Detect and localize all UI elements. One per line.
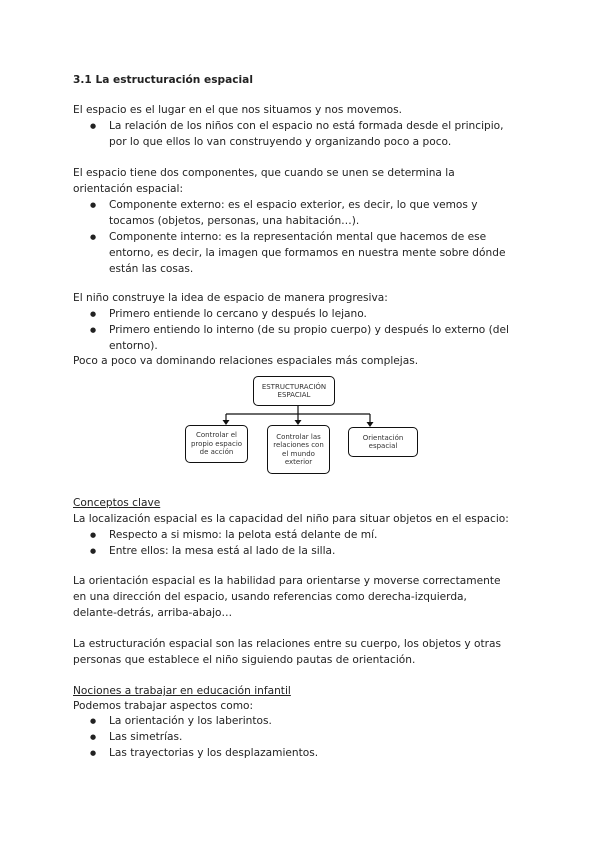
list-item: ● Componente externo: es el espacio exterior, es decir, lo que vemos y tocamos (objetos, personas, una habitación…).	[73, 197, 505, 229]
concept-diagram	[180, 372, 420, 477]
list-item: ● La relación de los niños con el espacio no está formada desde el principio, por lo que ellos lo van construyendo y organizando poco a poco.	[73, 118, 504, 150]
bullet-list-1	[73, 118, 504, 150]
paragraph-orientacion: La orientación espacial es la habilidad para orientarse y moverse correctamente en una dirección del espacio, usando referencias como derecha-izquierda, delante-detrás, arriba-abajo…	[73, 575, 501, 619]
paragraph-complejas: Poco a poco va dominando relaciones espaciales más complejas.	[73, 355, 419, 367]
diagram-root-box: ESTRUCTURACIÓN ESPACIAL	[253, 376, 335, 406]
list-item: ● Componente interno: es la representación mental que hacemos de ese entorno, es decir, la imagen que formamos en nuestra mente sobre dónde están las cosas.	[73, 229, 505, 277]
paragraph-localizacion: La localización espacial es la capacidad del niño para situar objetos en el espacio:	[73, 513, 509, 525]
diagram-child-box: Orientación espacial	[348, 427, 418, 457]
paragraph-progresiva: El niño construye la idea de espacio de manera progresiva:	[73, 292, 388, 304]
list-item: ● La orientación y los laberintos.	[73, 713, 318, 729]
list-item: ● Primero entiendo lo interno (de su propio cuerpo) y después lo externo (del entorno).	[73, 322, 509, 354]
diagram-child-box: Controlar las relaciones con el mundo exterior	[267, 425, 330, 474]
bullet-list-4	[73, 527, 377, 559]
list-item: ● Las trayectorias y los desplazamientos.	[73, 745, 318, 761]
list-item: ● Primero entiende lo cercano y después lo lejano.	[73, 306, 509, 322]
paragraph-espacio: El espacio es el lugar en el que nos situamos y nos movemos.	[73, 104, 403, 116]
section-heading: 3.1 La estructuración espacial	[73, 74, 253, 86]
list-item: ● Las simetrías.	[73, 729, 318, 745]
bullet-list-5	[73, 713, 318, 761]
list-item: ● Respecto a si mismo: la pelota está delante de mí.	[73, 527, 377, 543]
subheading-nociones: Nociones a trabajar en educación infantil	[73, 685, 291, 697]
paragraph-estructuracion: La estructuración espacial son las relaciones entre su cuerpo, los objetos y otras personas que establece el niño siguiendo pautas de orientación.	[73, 638, 502, 666]
list-item: ● Entre ellos: la mesa está al lado de la silla.	[73, 543, 377, 559]
subheading-conceptos: Conceptos clave	[73, 497, 161, 509]
diagram-child-box: Controlar el propio espacio de acción	[185, 425, 248, 463]
paragraph-aspectos: Podemos trabajar aspectos como:	[73, 700, 254, 712]
paragraph-componentes: El espacio tiene dos componentes, que cuando se unen se determina la orientación espacial:	[73, 167, 455, 195]
bullet-list-3	[73, 306, 509, 354]
bullet-list-2	[73, 197, 505, 277]
